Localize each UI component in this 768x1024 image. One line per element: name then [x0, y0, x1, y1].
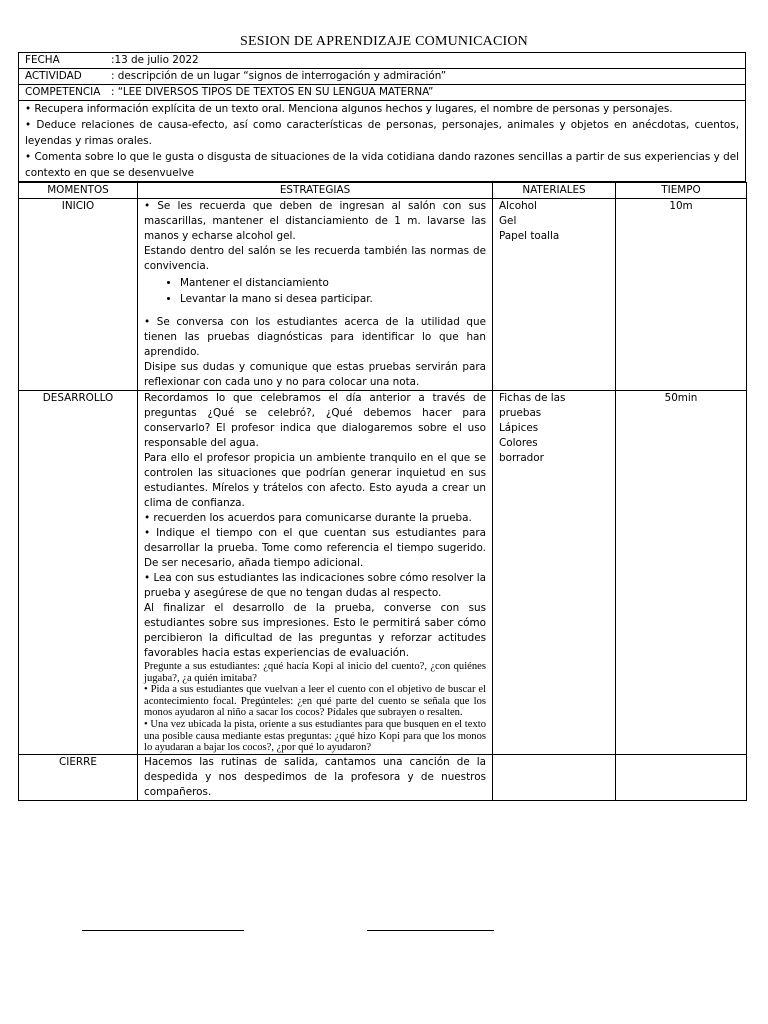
inicio-paragraph: • Se conversa con los estudiantes acerca de la utilidad que tienen las pruebas diagnósticas para identificar lo que han aprendido.	[144, 316, 486, 358]
momento-inicio: INICIO	[19, 199, 138, 391]
tiempo-inicio: 10m	[616, 199, 747, 391]
table-header-row	[19, 183, 747, 199]
estrategias-inicio	[138, 199, 493, 391]
desarrollo-paragraph: Para ello el profesor propicia un ambiente tranquilo en el que se controlen las situaciones que podrían generar inquietud en sus estudiantes. Mírelos y trátelos con afecto. Esto ayuda a crear un clima de confianza.	[144, 452, 486, 509]
material-item: Colores	[499, 437, 538, 449]
inicio-paragraph: • Se les recuerda que deben de ingresan al salón con sus mascarillas, mantener el distanciamiento de 1 m. lavarse las manos y echarse alcohol gel.	[144, 200, 486, 242]
desarrollo-paragraph: • Una vez ubicada la pista, oriente a sus estudiantes para que busquen en el texto una posible causa mediante estas preguntas: ¿qué hizo Kopi para que los monos lo ayudaran a bajar los cocos?, ¿por qué lo ayudaron?	[144, 718, 486, 754]
materiales-inicio	[493, 199, 616, 391]
competencia-value: : “LEE DIVERSOS TIPOS DE TEXTOS EN SU LENGUA MATERNA”	[111, 86, 434, 98]
competencia-label: COMPETENCIA	[25, 86, 101, 98]
material-item: Gel	[499, 215, 517, 227]
fecha-label: FECHA	[25, 54, 60, 66]
estrategias-cierre	[138, 754, 493, 800]
momento-cierre: CIERRE	[19, 754, 138, 800]
actividad-label: ACTIVIDAD	[25, 70, 82, 82]
cierre-paragraph: Hacemos las rutinas de salida, cantamos una canción de la despedida y nos despedimos de la profesora y de nuestros compañeros.	[144, 755, 486, 798]
material-item: Lápices	[499, 422, 539, 434]
desarrollo-paragraph: • Pida a sus estudiantes que vuelvan a leer el cuento con el objetivo de buscar el acontecimiento focal. Pregúnteles: ¿en qué parte del cuento se señala que los monos ayudaron al niño a sacar los cocos? Pídales que subrayen o resalten.	[144, 684, 486, 719]
actividad-row	[19, 69, 746, 85]
desarrollo-paragraph: Recordamos lo que celebramos el día anterior a través de preguntas ¿Qué se celebró?, ¿Qué debemos hacer para conservarlo? El profesor indica que dialogaremos sobre el uso responsable del agua.	[144, 392, 486, 449]
capacidad-item: • Comenta sobre lo que le gusta o disgusta de situaciones de la vida cotidiana dando razones sencillas a partir de sus experiencias y del contexto en que se desenvuelve	[25, 151, 739, 179]
header-tiempo: TIEMPO	[616, 183, 747, 199]
inicio-paragraph: Disipe sus dudas y comunique que estas pruebas servirán para reflexionar con cada uno y no para colocar una nota.	[144, 361, 486, 388]
desarrollo-paragraph: Pregunte a sus estudiantes: ¿qué hacía Kopi al inicio del cuento?, ¿con quiénes jugaba?, ¿a quién imitaba?	[144, 661, 486, 684]
material-item: Papel toalla	[499, 230, 560, 242]
signature-line-left	[82, 930, 244, 932]
desarrollo-paragraph: Al finalizar el desarrollo de la prueba, converse con sus estudiantes sobre sus impresiones. Esto le permitirá saber cómo percibieron la dificultad de las preguntas y reforzar actitudes favorables hacia estas experiencias de evaluación.	[144, 602, 486, 659]
header-info-table	[18, 52, 746, 182]
materiales-desarrollo	[493, 391, 616, 755]
session-plan-table	[18, 182, 747, 801]
capacidad-item: • Deduce relaciones de causa-efecto, así como características de personas, personajes, animales y objetos en anécdotas, cuentos, leyendas y rimas orales.	[25, 119, 739, 147]
desarrollo-paragraph: • recuerden los acuerdos para comunicarse durante la prueba.	[144, 512, 472, 524]
page-title: SESION DE APRENDIZAJE COMUNICACION	[240, 34, 528, 49]
material-item: borrador	[499, 452, 544, 464]
header-materiales: NATERIALES	[493, 183, 616, 199]
desarrollo-paragraph: • Indique el tiempo con el que cuentan sus estudiantes para desarrollar la prueba. Tome como referencia el tiempo sugerido. De ser necesario, añada tiempo adicional.	[144, 527, 486, 569]
material-item: Alcohol	[499, 200, 537, 212]
list-item: • Mantener el distanciamiento	[180, 276, 486, 291]
cierre-row	[19, 754, 747, 800]
header-momentos: MOMENTOS	[19, 183, 138, 199]
tiempo-cierre	[616, 754, 747, 800]
inicio-row	[19, 199, 747, 391]
signature-line-right	[367, 930, 494, 932]
estrategias-desarrollo	[138, 391, 493, 755]
inicio-paragraph: Estando dentro del salón se les recuerda también las normas de convivencia.	[144, 245, 486, 272]
tiempo-desarrollo: 50min	[616, 391, 747, 755]
competencia-row	[19, 85, 746, 101]
header-estrategias: ESTRATEGIAS	[138, 183, 493, 199]
actividad-value: : descripción de un lugar “signos de interrogación y admiración”	[111, 70, 447, 82]
list-item: • Levantar la mano si desea participar.	[180, 292, 486, 307]
fecha-value: :13 de julio 2022	[111, 54, 199, 66]
material-item: Fichas de las pruebas	[499, 392, 566, 419]
desarrollo-paragraph: • Lea con sus estudiantes las indicaciones sobre cómo resolver la prueba y asegúrese de que no tengan dudas al respecto.	[144, 572, 486, 599]
desarrollo-row	[19, 391, 747, 755]
materiales-cierre	[493, 754, 616, 800]
capacidades-row	[19, 101, 746, 182]
momento-desarrollo: DESARROLLO	[19, 391, 138, 755]
fecha-row	[19, 53, 746, 69]
normas-list	[144, 276, 486, 307]
capacidad-item: • Recupera información explícita de un texto oral. Menciona algunos hechos y lugares, el nombre de personas y personajes.	[25, 103, 673, 115]
